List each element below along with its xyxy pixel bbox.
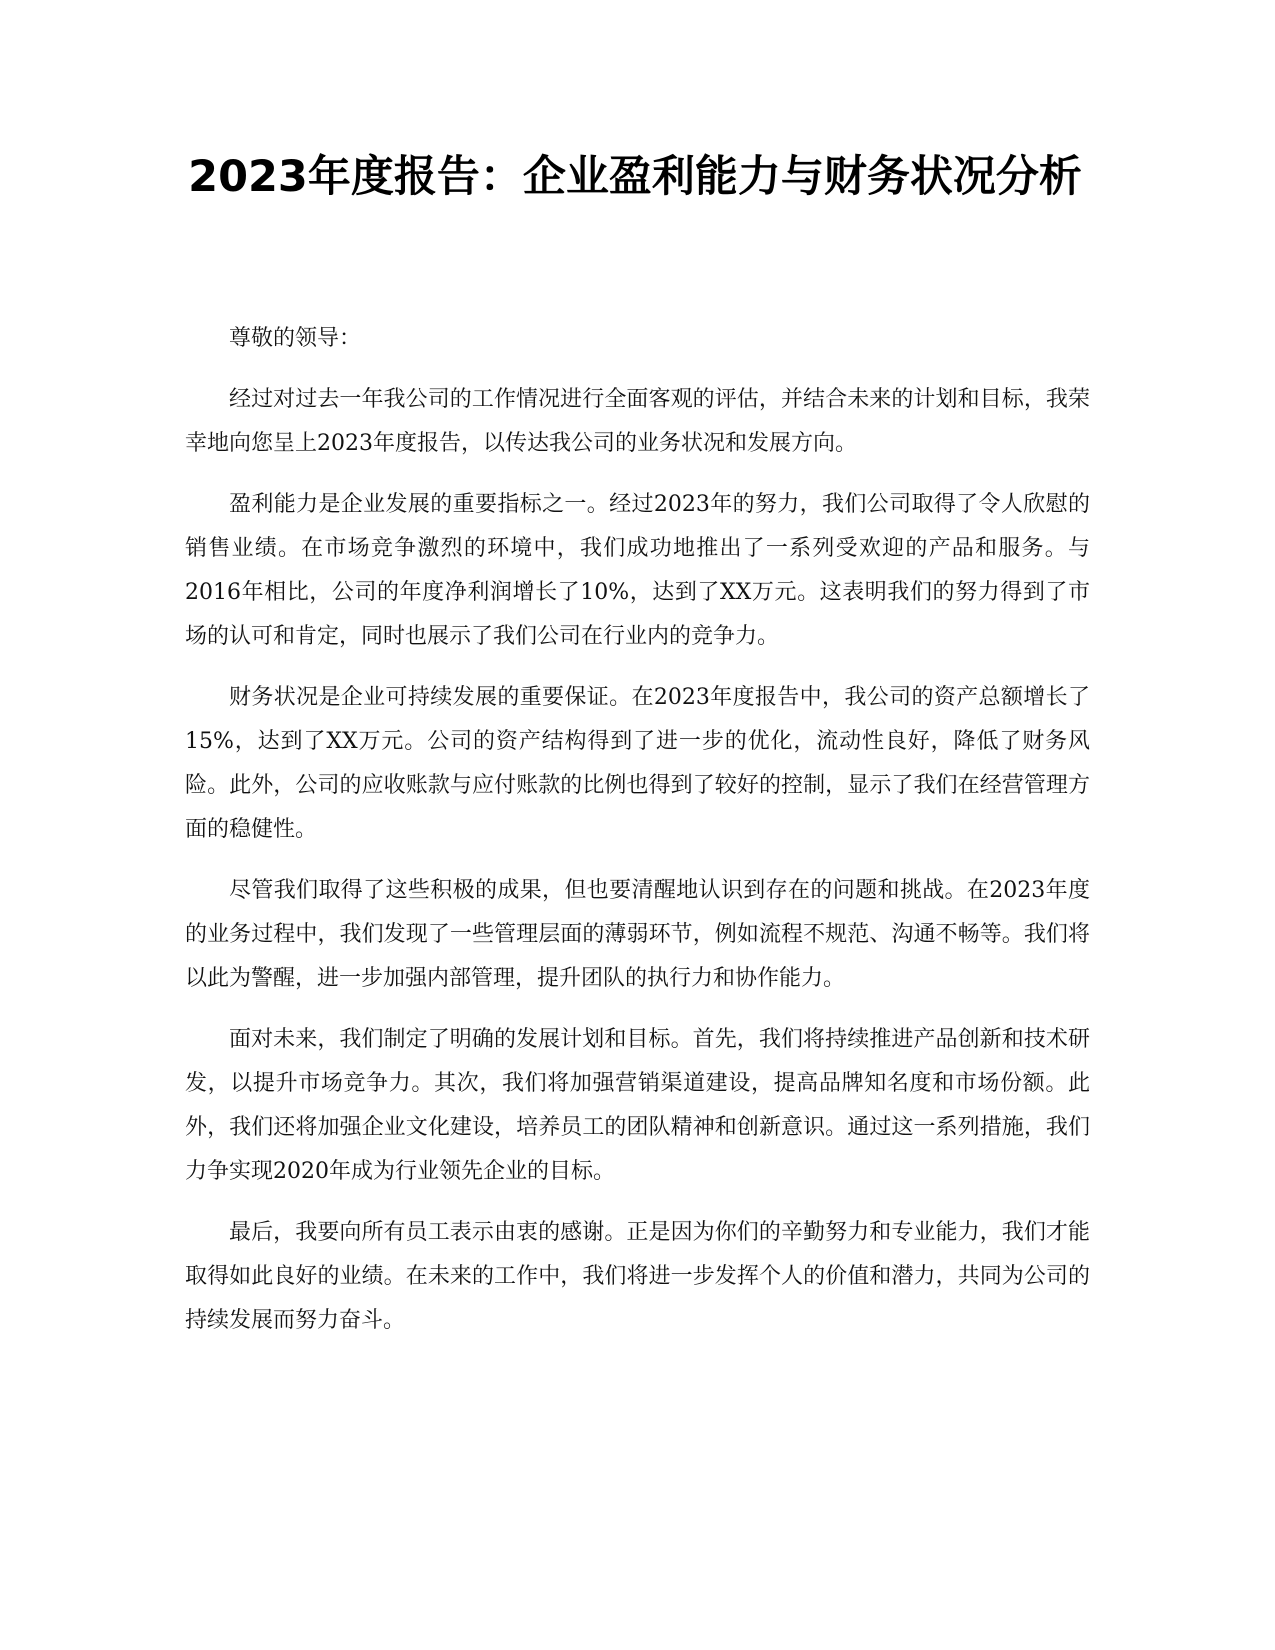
- paragraph-profitability: 盈利能力是企业发展的重要指标之一。经过2023年的努力，我们公司取得了令人欣慰的销售业绩。在市场竞争激烈的环境中，我们成功地推出了一系列受欢迎的产品和服务。与2016年相比，公司的年度净利润增长了10%，达到了XX万元。这表明我们的努力得到了市场的认可和肯定，同时也展示了我们公司在行业内的竞争力。: [185, 492, 1090, 649]
- paragraph-acknowledgement: 最后，我要向所有员工表示由衷的感谢。正是因为你们的辛勤努力和专业能力，我们才能取得如此良好的业绩。在未来的工作中，我们将进一步发挥个人的价值和潜力，共同为公司的持续发展而努力奋斗。: [185, 1220, 1090, 1333]
- salutation: 尊敬的领导：: [229, 326, 362, 351]
- paragraph-future-plans: 面对未来，我们制定了明确的发展计划和目标。首先，我们将持续推进产品创新和技术研发，以提升市场竞争力。其次，我们将加强营销渠道建设，提高品牌知名度和市场份额。此外，我们还将加强企业文化建设，培养员工的团队精神和创新意识。通过这一系列措施，我们力争实现2020年成为行业领先企业的目标。: [185, 1027, 1090, 1184]
- document-title: 2023年度报告：企业盈利能力与财务状况分析: [188, 152, 1082, 202]
- document-body: [185, 317, 1090, 1360]
- paragraph-challenges: 尽管我们取得了这些积极的成果，但也要清醒地认识到存在的问题和挑战。在2023年度的业务过程中，我们发现了一些管理层面的薄弱环节，例如流程不规范、沟通不畅等。我们将以此为警醒，进一步加强内部管理，提升团队的执行力和协作能力。: [185, 878, 1090, 991]
- paragraph-introduction: 经过对过去一年我公司的工作情况进行全面客观的评估，并结合未来的计划和目标，我荣幸地向您呈上2023年度报告，以传达我公司的业务状况和发展方向。: [185, 387, 1090, 456]
- paragraph-financial-status: 财务状况是企业可持续发展的重要保证。在2023年度报告中，我公司的资产总额增长了15%，达到了XX万元。公司的资产结构得到了进一步的优化，流动性良好，降低了财务风险。此外，公司的应收账款与应付账款的比例也得到了较好的控制，显示了我们在经营管理方面的稳健性。: [185, 685, 1090, 842]
